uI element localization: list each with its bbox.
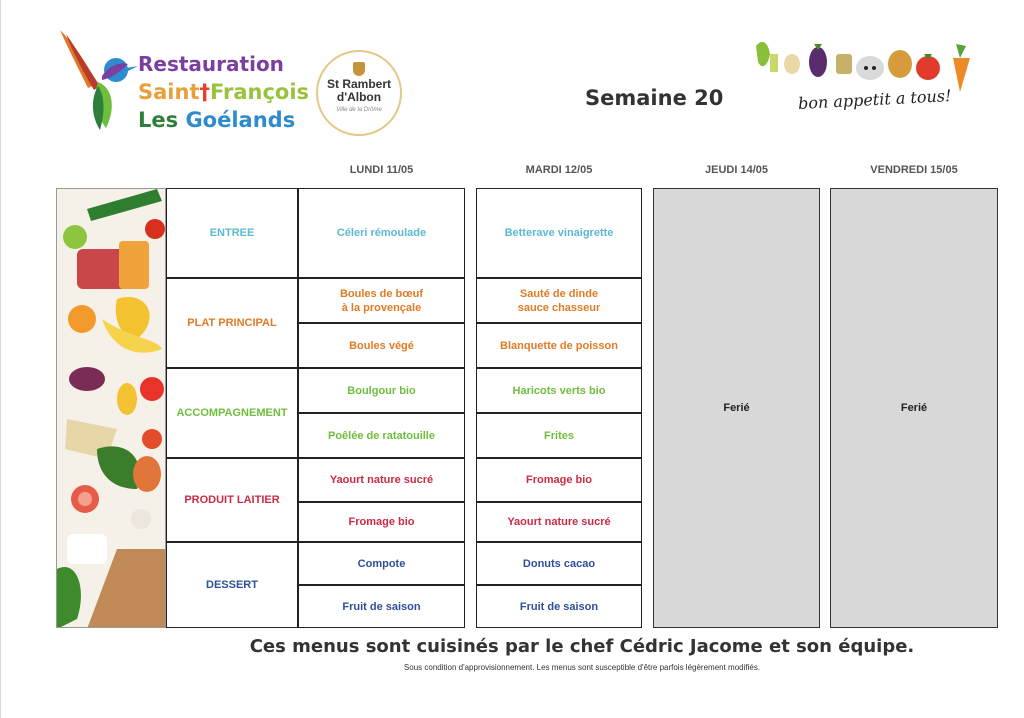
- restaurant-name: [138, 50, 309, 134]
- supply-note: Sous condition d'approvisionnement. Les menus sont susceptible d'être parfois légèrement modifiés.: [403, 663, 761, 672]
- food-image: [56, 188, 166, 628]
- menu-cell-monday-plat: Boules de bœuf à la provençale: [298, 278, 465, 323]
- menu-cell-monday-accompagnement: Boulgour bio: [298, 368, 465, 413]
- menu-cell-tuesday-plat: Sauté de dinde sauce chasseur: [476, 278, 642, 323]
- day-header-tuesday: MARDI 12/05: [525, 164, 593, 176]
- menu-cell-monday-entree: Céleri rémoulade: [298, 188, 465, 278]
- day-header-monday: LUNDI 11/05: [349, 164, 414, 176]
- category-accompagnement: ACCOMPAGNEMENT: [166, 368, 298, 458]
- chef-statement: Ces menus sont cuisinés par le chef Cédric Jacome et son équipe.: [249, 636, 915, 657]
- seal-line1: St Rambert: [326, 77, 391, 91]
- category-plat-principal: PLAT PRINCIPAL: [166, 278, 298, 368]
- menu-cell-monday-plat-vege: Boules végé: [298, 323, 465, 368]
- seal-small-text: Ville de la Drôme: [336, 107, 382, 113]
- menu-cell-tuesday-dessert: Donuts cacao: [476, 542, 642, 585]
- day-header-thursday: JEUDI 14/05: [705, 164, 768, 176]
- menu-cell-monday-laitier: Yaourt nature sucré: [298, 458, 465, 502]
- logo-line-les-goelands: Les Goélands: [138, 108, 296, 132]
- day-header-friday: VENDREDI 15/05: [870, 164, 958, 176]
- category-dessert: DESSERT: [166, 542, 298, 628]
- menu-cell-monday-dessert: Compote: [298, 542, 465, 585]
- week-title: Semaine 20: [585, 86, 724, 110]
- menu-cell-tuesday-plat-2: Blanquette de poisson: [476, 323, 642, 368]
- restaurant-logo: [58, 28, 310, 138]
- menu-cell-tuesday-accompagnement-2: Frites: [476, 413, 642, 458]
- menu-cell-tuesday-laitier: Fromage bio: [476, 458, 642, 502]
- seal-line2: d'Albon: [336, 90, 382, 104]
- vegetables-illustration: [57, 189, 166, 628]
- vegetables-logo: [748, 34, 988, 124]
- bon-appetit-text: bon appetit a tous!: [797, 85, 952, 114]
- menu-cell-tuesday-entree: Betterave vinaigrette: [476, 188, 642, 278]
- logo-line-restauration: Restauration: [138, 52, 284, 76]
- logo-line-saint-francois: Saint†François: [138, 80, 310, 104]
- category-entree: ENTREE: [166, 188, 298, 278]
- town-seal-logo: [316, 50, 402, 136]
- holiday-cell-friday: Ferié: [830, 188, 998, 628]
- menu-cell-tuesday-accompagnement: Haricots verts bio: [476, 368, 642, 413]
- menu-cell-monday-accompagnement-2: Poêlée de ratatouille: [298, 413, 465, 458]
- hummingbird-icon: [58, 28, 138, 133]
- menu-cell-tuesday-dessert-2: Fruit de saison: [476, 585, 642, 628]
- menu-cell-monday-laitier-2: Fromage bio: [298, 502, 465, 542]
- category-produit-laitier: PRODUIT LAITIER: [166, 458, 298, 542]
- menu-cell-monday-dessert-2: Fruit de saison: [298, 585, 465, 628]
- shield-icon: [353, 62, 365, 76]
- holiday-cell-thursday: Ferié: [653, 188, 820, 628]
- vegetables-icon: [748, 34, 988, 94]
- menu-cell-tuesday-laitier-2: Yaourt nature sucré: [476, 502, 642, 542]
